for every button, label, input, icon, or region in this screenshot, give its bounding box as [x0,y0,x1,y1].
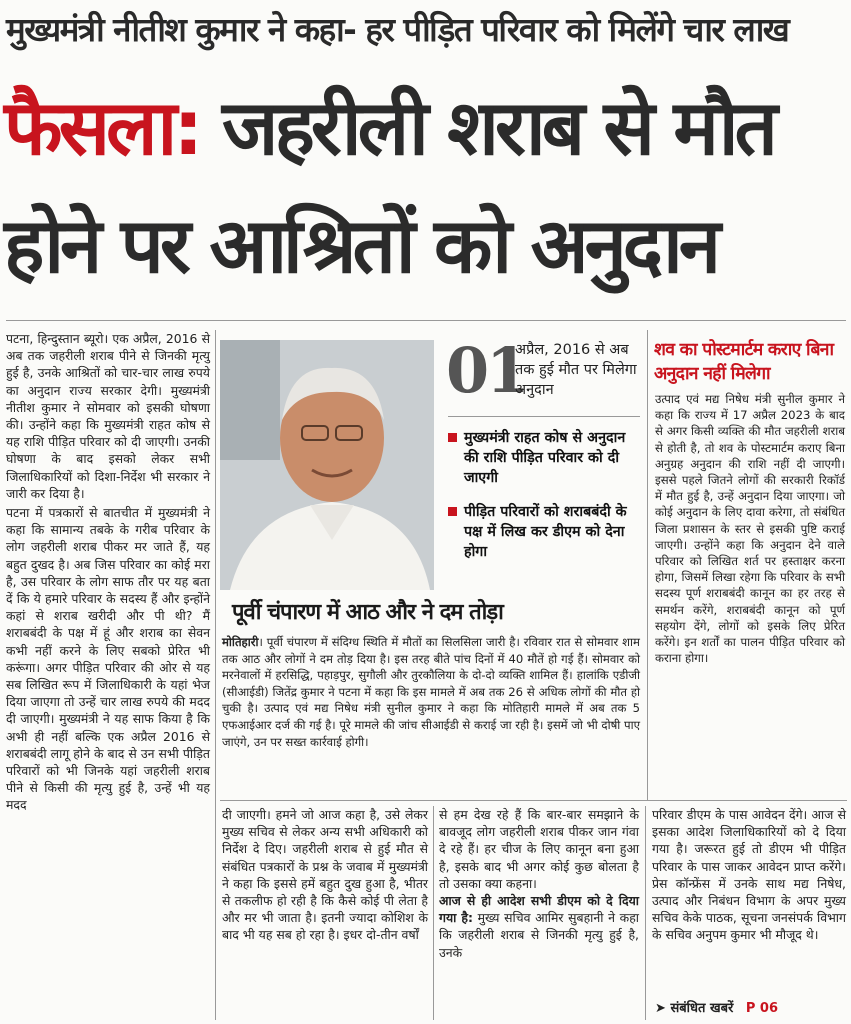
col2-divider [433,806,434,1020]
bullet-square-icon [448,507,457,516]
sidebar-divider [647,330,648,800]
bullet-item [448,428,643,488]
bullet-text: पीड़ित परिवारों को शराबबंदी के पक्ष में लिख कर डीएम को देना होगा [464,504,627,560]
headline-line-2: होने पर आश्रितों को अनुदान [4,201,717,290]
col1-divider [215,330,216,1020]
motihari-heading: पूर्वी चंपारण में आठ और ने दम तोड़ा [232,600,503,625]
headline-text-1: जहरीली शराब से मौत [222,83,774,172]
col2-body: दी जाएगी। हमने जो आज कहा है, उसे लेकर मुख्य सचिव से लेकर अन्य सभी अधिकारी को निर्देश दे दिए। जहरीली शराब से हुई मौत से संबंधित पत्रकारों के प्रश्न के जवाब में मुख्यमंत्री ने कहा कि इससे हमें बहुत दुख हुआ है, भीतर से तकलीफ हो रही है कि कैसे कोई पी लेता है और मर भी जाता है। इतनी ज्यादा कोशिश के बाद भी यह सब हो रहा है। इधर दो-तीन वर्षों [222,807,428,943]
lower-rule [220,800,847,801]
bullet-square-icon [448,433,457,442]
col3-divider [645,806,646,1020]
col3-text: से हम देख रहे हैं कि बार-बार समझाने के बावजूद लोग जहरीली शराब पीकर जान गंवा दे रहे हैं। हर चीज के लिए कानून बना हुआ है, इसके बाद भी अगर कोई कुछ बोलता है तो उसका क्या कहना। [439,807,639,891]
related-news[interactable] [655,998,847,1016]
col1-para-2: पटना में पत्रकारों से बातचीत में मुख्यमंत्री ने कहा कि सामान्य तबके के गरीब परिवार के लोग जहरीली शराब पीकर मर जाते हैं, यह बहुत दुखद है। अब जिस परिवार का कोई मरा है, उस परिवार के लोग साफ तौर पर यह बता दें कि ये हमारे परिवार के सदस्य हैं और इन्होंने कहां से शराब खरीदी और पी थी? मैं शराबबंदी के पक्ष में हूं और शराब का सेवन कभी नहीं करने के लिए सबको प्रेरित भी करूंगा। अगर पीड़ित परिवार की ओर से यह सब लिखित रूप में जिलाधिकारी के यहां भेज दिया जाएगा तो उन्हें चार लाख रुपये की मदद दी जाएगी। मुख्यमंत्री ने यह साफ किया है कि अभी ही नहीं बल्कि एक अप्रैल 2016 से शराबबंदी लागू होने के बाद से उन सभी पीड़ित परिवारों को भी जिनके यहां जहरीली शराब पीने से किसी की मृत्यु हुई है, उन्हें भी यह मदद [6,505,210,813]
col1-body [6,330,210,816]
callout-rule [448,416,640,417]
motihari-text: । पूर्वी चंपारण में संदिग्ध स्थिति में मौतों का सिलसिला जारी है। रविवार रात से सोमवार शाम तक आठ और लोगों ने दम तोड़ दिया है। इस तरह बीते पांच दिनों में 40 मौतें हो गई हैं। सोमवार को मरनेवालों में हरसिद्धि, पहाड़पुर, सुगौली और तुरकौलिया के दो-दो व्यक्ति शामिल हैं। हालांकि एडीजी (सीआईडी) जितेंद्र कुमार ने पटना में कहा कि इस मामले में अब तक 26 से अधिक लोगों की मौत हो चुकी है। उत्पाद एवं मद्य निषेध मंत्री सुनील कुमार ने कहा कि मोतिहारी मामले में अब तक 5 एफआईआर दर्ज की गई है। पूरे मामले की जांच सीआईडी से कराई जा रही है। इसमें जो भी दोषी पाए जाएंगे, उन पर सख्त कार्रवाई होगी। [222,635,640,749]
headline-label: फैसला: [4,83,200,172]
kicker: मुख्यमंत्री नीतीश कुमार ने कहा- हर पीड़ित परिवार को मिलेंगे चार लाख [6,10,789,49]
motihari-dateline: मोतिहारी [222,635,259,649]
col4-body: परिवार डीएम के पास आवेदन देंगे। आज से इसका आदेश जिलाधिकारियों को दे दिया गया है। जरूरत हुई तो डीएम भी पीड़ित परिवार के पास जाकर आवेदन प्राप्त करेंगे। प्रेस कॉन्फ्रेंस में उनके साथ मद्य निषेध, उत्पाद और निबंधन विभाग के अपर मुख्य सचिव केके पाठक, सूचना जनसंपर्क विभाग के सचिव अनुपम कुमार भी मौजूद थे। [652,807,846,943]
callout-bullets [448,428,643,576]
bullet-text: मुख्यमंत्री राहत कोष से अनुदान की राशि पीड़ित परिवार को दी जाएगी [464,430,626,486]
col3-tail: मुख्य सचिव आमिर सुबहानी ने कहा कि जहरीली शराब से जिनकी मृत्यु हुई है, उनके [439,910,639,960]
col3-body [439,806,639,961]
chief-minister-photo [220,340,434,590]
bullet-item [448,502,643,562]
sidebar-heading: शव का पोस्टमार्टम कराए बिना अनुदान नहीं मिलेगा [654,340,834,384]
related-news-label: संबंधित खबरें [670,1001,734,1016]
sidebar-body: उत्पाद एवं मद्य निषेध मंत्री सुनील कुमार ने कहा कि राज्य में 17 अप्रैल 2023 के बाद से अगर किसी व्यक्ति की मौत जहरीली शराब से होती है, तो शव के पोस्टमार्टम कराए बिना अनुग्रह अनुदान की राशि नहीं दी जाएगी। इससे पहले जितने लोगों की सरकारी रिकॉर्ड में मौत हुई है, उन्हें अनुदान दिया जाएगा। जो कोई अनुदान के लिए दावा करेगा, तो संबंधित जिला प्रशासन के स्तर से इसकी पुष्टि कराई जाएगी। उन्होंने कहा कि अनुदान देने वाले परिवार को लिखित शर्त पर हस्ताक्षर करना होगा, जिसमें लिखा रहेगा कि परिवार के सभी सदस्य पूर्ण शराबबंदी कानून का हर तरह से समर्थन करेंगे, शराबबंदी कानून को पूर्ण सहयोग देंगे, लोगों को इसके लिए प्रेरित करेंगे। इन शर्तों का पालन पीड़ित परिवार को कराना होगा। [655,392,845,666]
callout-number: 01 [446,334,527,407]
headline-line-1 [4,78,849,178]
portrait-icon [220,340,434,590]
related-arrow-icon: ➤ [655,1001,666,1016]
page-ref: P 06 [745,1001,779,1016]
col1-para-1: पटना, हिन्दुस्तान ब्यूरो। एक अप्रैल, 2016 से अब तक जहरीली शराब पीने से जिनकी मृत्यु हुई है, उनके आश्रितों को चार-चार लाख रुपये का अनुदान राज्य सरकार देगी। मुख्यमंत्री नीतीश कुमार ने सोमवार को इसकी घोषणा की। उन्होंने कहा कि मुख्यमंत्री राहत कोष से यह राशि पीड़ित परिवार को दी जाएगी। उनकी घोषणा के बाद इसको लेकर सभी जिलाधिकारियों को दिशा-निर्देश भी सरकार ने जारी कर दिया है। [6,331,210,501]
col3-subhead: आज से ही आदेश सभी डीएम को दे दिया गया है: [439,893,639,926]
callout-text: अप्रैल, 2016 से अब तक हुई मौत पर मिलेगा अनुदान [515,342,637,398]
headline-rule [6,320,846,321]
motihari-body [222,634,640,750]
